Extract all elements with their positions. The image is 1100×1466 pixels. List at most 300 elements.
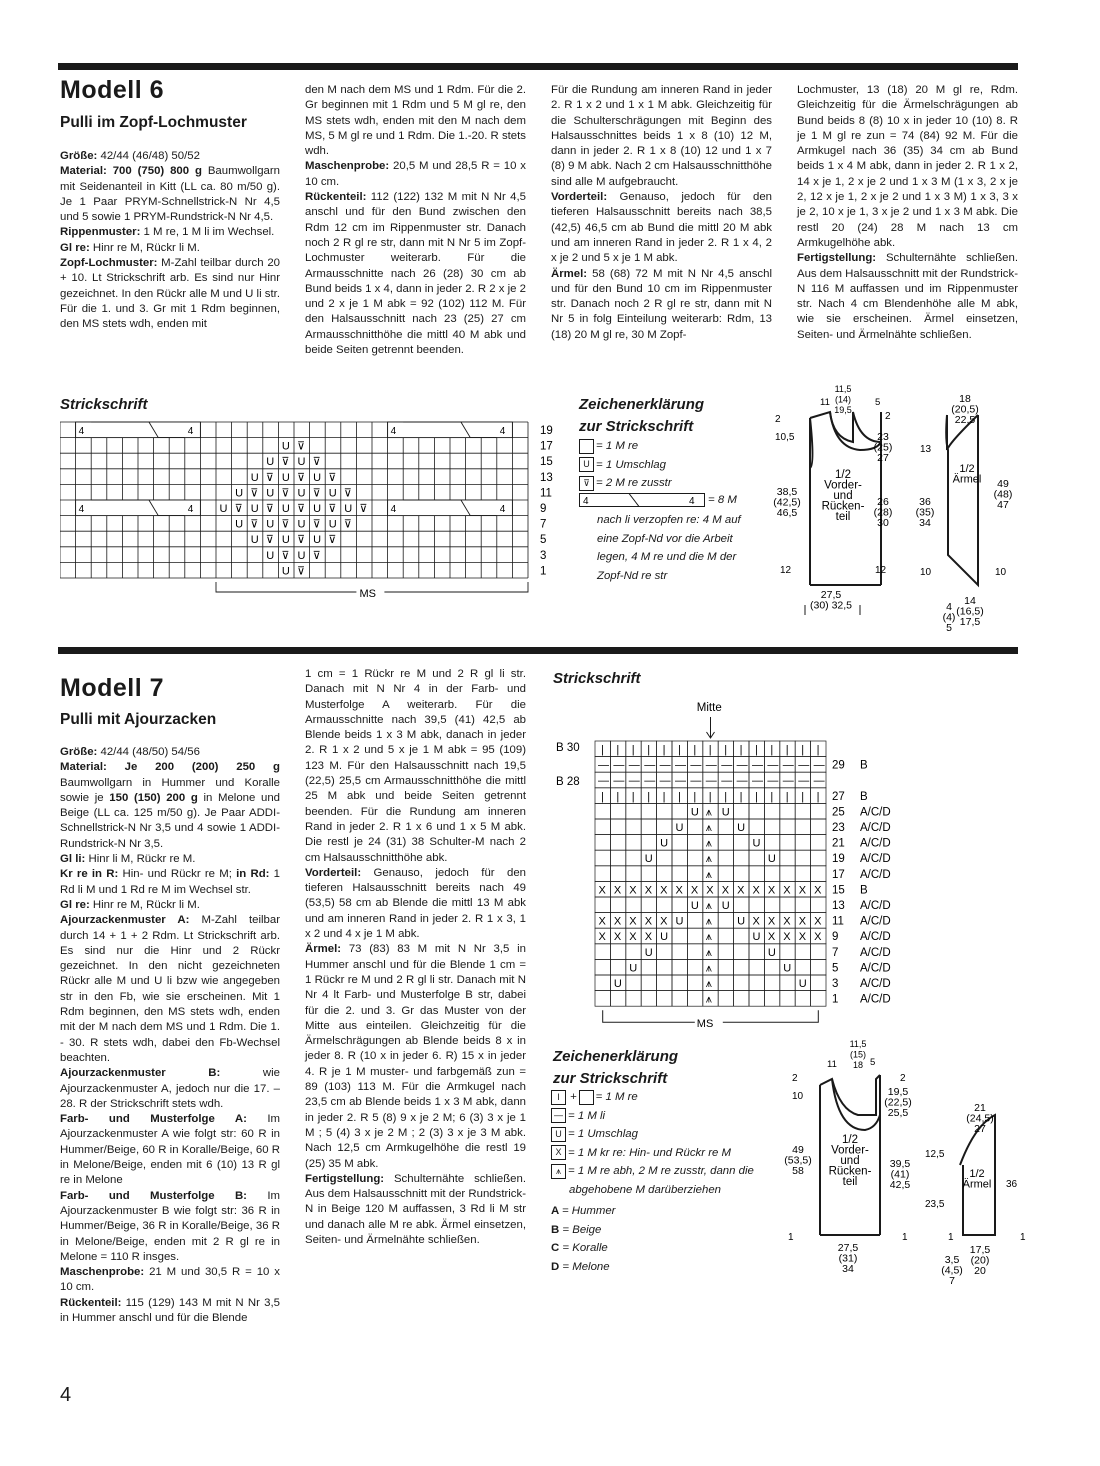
yarn-over-mark: U bbox=[313, 503, 322, 515]
sleeve-top-dim: 22,5 bbox=[954, 414, 976, 426]
m6-cable-legend bbox=[579, 493, 719, 508]
legend-symbol-icon bbox=[579, 1090, 594, 1105]
svg-text:|: | bbox=[755, 744, 758, 756]
twisted-stitch-mark: X bbox=[629, 884, 637, 897]
ms-label: MS bbox=[696, 1018, 714, 1031]
width-dim: (31) bbox=[838, 1252, 858, 1265]
yarn-over-mark: U bbox=[313, 471, 322, 484]
m7c1-para: 150 (150) 200 g in Melone und Beige (LL ca. 125 m/50 g). Je Paar ADDI-Schnellstrick-N Nr 3,5 und 4 sowie 1 ADDI-Rundstrick-N Nr 3,5. bbox=[60, 791, 280, 850]
row-number: 21 bbox=[832, 837, 845, 850]
m7-schematic bbox=[780, 1035, 1040, 1300]
legend-text: = 1 M kr re: Hin- und Rückr re M bbox=[568, 1146, 731, 1159]
yarn-over-mark: U bbox=[313, 534, 322, 547]
twisted-stitch-mark: X bbox=[767, 884, 776, 897]
svg-text:|: | bbox=[785, 744, 789, 756]
sleeve-inc-dim: 5 bbox=[946, 622, 952, 634]
k2tog-mark: ⊽ bbox=[281, 487, 290, 500]
twisted-stitch-mark: X bbox=[752, 884, 760, 897]
row-number: 11 bbox=[832, 915, 844, 928]
svg-text:—: — bbox=[813, 775, 825, 788]
legend-row bbox=[551, 1144, 754, 1163]
svg-text:—: — bbox=[767, 775, 779, 788]
yarn-over-mark: U bbox=[660, 837, 669, 850]
para-label: Gl re: bbox=[60, 241, 90, 254]
m7c1-para: in Rd: 1 Rd li M und 1 Rd re M im Wechsel str. bbox=[60, 868, 281, 896]
m6-chart-title: Strickschrift bbox=[60, 396, 148, 413]
k2tog-mark: ⊽ bbox=[343, 487, 352, 500]
height-dim: (53,5) bbox=[784, 1154, 812, 1167]
svg-text:4: 4 bbox=[689, 496, 695, 507]
m7c1-para: Maschenprobe: 21 M und 30,5 R = 10 x 10 cm. bbox=[60, 1266, 280, 1294]
svg-text:12,5: 12,5 bbox=[925, 1149, 945, 1160]
color-name: = Hummer bbox=[561, 1205, 616, 1217]
row-color: A/C/D bbox=[860, 993, 891, 1006]
cable-desc-line: nach li verzopfen re: 4 M auf bbox=[597, 514, 741, 526]
sleeve-top-dim: 18 bbox=[959, 393, 971, 405]
k2tog-mark: ⊽ bbox=[265, 534, 274, 547]
twisted-stitch-mark: X bbox=[598, 884, 606, 897]
svg-text:|: | bbox=[708, 744, 712, 756]
para-label: Ärmel: bbox=[305, 943, 342, 956]
twisted-stitch-mark: X bbox=[613, 915, 622, 928]
para-label: Ärmel: bbox=[551, 267, 588, 280]
k2tog-mark: ⊽ bbox=[312, 549, 321, 562]
svg-text:36: 36 bbox=[1006, 1179, 1018, 1190]
svg-text:11: 11 bbox=[827, 1059, 837, 1070]
k2tog-mark: ⊽ bbox=[359, 503, 368, 515]
legend-text: = 2 M re zusstr bbox=[596, 477, 672, 489]
k2tog-mark: ⊽ bbox=[297, 534, 306, 547]
svg-text:5: 5 bbox=[875, 397, 881, 408]
para-label: Rückenteil: bbox=[60, 1296, 122, 1309]
sleeve-bottom-dim: 20 bbox=[974, 1265, 986, 1277]
sleeve-side-dim: (35) bbox=[915, 506, 935, 519]
svg-text:2: 2 bbox=[792, 1073, 798, 1084]
svg-text:|: | bbox=[708, 790, 712, 803]
sleeve-inc-dim: (4) bbox=[942, 611, 956, 624]
svg-text:—: — bbox=[613, 775, 625, 788]
sleeve-side-dim: 34 bbox=[919, 517, 931, 529]
svg-text:2: 2 bbox=[900, 1073, 906, 1084]
twisted-stitch-mark: X bbox=[629, 931, 637, 944]
m6c1-para: Gl re: Hinr re M, Rückr li M. bbox=[60, 241, 200, 254]
row-number: 9 bbox=[832, 931, 839, 944]
yarn-over-mark: U bbox=[266, 487, 275, 500]
row-number: 19 bbox=[832, 853, 845, 866]
sleeve-inc-dim: 7 bbox=[949, 1275, 955, 1287]
twisted-stitch-mark: X bbox=[767, 931, 776, 944]
m7-chart-title: Strickschrift bbox=[553, 670, 641, 687]
m6c3-para: Ärmel: 58 (68) 72 M mit N Nr 4,5 anschl und für den Bund 10 cm im Rippenmuster str. Danach noch 2 R gl re str, dann mit N Nr 5 in folg Einteilung weiterarb: Rdm, 13 (18) 20 M gl re, 30 M Zopf- bbox=[551, 267, 772, 341]
sleeve-bottom-dim: 17,5 bbox=[959, 616, 981, 628]
para-label: Farb- und Musterfolge A: bbox=[60, 1113, 247, 1126]
yarn-over-mark: U bbox=[297, 456, 306, 469]
row-number: 17 bbox=[832, 868, 845, 881]
yarn-over-mark: U bbox=[644, 946, 653, 959]
twisted-stitch-mark: X bbox=[814, 915, 822, 928]
row-number: 1 bbox=[832, 993, 839, 1006]
twisted-stitch-mark: X bbox=[706, 884, 714, 897]
svg-text:—: — bbox=[690, 759, 702, 772]
k2tog-mark: ⊽ bbox=[234, 503, 243, 515]
color-key-row bbox=[551, 1258, 754, 1277]
svg-text:|: | bbox=[678, 744, 681, 756]
svg-text:|: | bbox=[770, 790, 774, 803]
svg-text:4: 4 bbox=[583, 496, 589, 507]
m6-knit-chart bbox=[60, 418, 560, 608]
sleeve-bottom-dim: (16,5) bbox=[956, 605, 984, 618]
m6c2-para: den M nach dem MS und 1 Rdm. Für die 2. Gr beginnen mit 1 Rdm und 5 M gl re, den MS stets wdh, enden mit den M nach dem MS, 5 M gl re und 1 Rdm. Die 1.-20. R stets wdh. bbox=[305, 84, 526, 158]
row-number: 9 bbox=[540, 503, 547, 515]
yarn-over-mark: U bbox=[219, 503, 228, 515]
row-number: 5 bbox=[540, 534, 547, 547]
arm-dim: (25) bbox=[873, 441, 893, 454]
legend-text: = 1 M re abh, 2 M re zusstr, dann die bbox=[568, 1165, 754, 1177]
row-color: A/C/D bbox=[860, 900, 891, 912]
svg-text:—: — bbox=[813, 759, 825, 772]
svg-text:|: | bbox=[693, 744, 697, 756]
row-number: 7 bbox=[832, 946, 839, 959]
sleeve-label: 1/2 bbox=[959, 463, 975, 475]
b30-label: B 30 bbox=[556, 742, 580, 754]
para-label: Material: Je 200 (200) 250 g bbox=[60, 761, 280, 774]
body-label: Rücken- bbox=[828, 1165, 872, 1178]
model7-title: Modell 7 bbox=[60, 674, 165, 702]
twisted-stitch-mark: X bbox=[644, 915, 653, 928]
legend-text: = 1 M re bbox=[596, 440, 639, 452]
m6-cable-eq: = 8 M bbox=[708, 494, 737, 506]
k2tog-mark: ⊽ bbox=[281, 456, 290, 469]
twisted-stitch-mark: X bbox=[629, 915, 637, 928]
k2tog-mark: ⊽ bbox=[265, 471, 274, 484]
svg-text:10,5: 10,5 bbox=[775, 432, 795, 443]
legend-row bbox=[551, 1125, 754, 1144]
sleeve-top-dim: (20,5) bbox=[951, 403, 979, 416]
svg-text:2: 2 bbox=[885, 411, 891, 422]
svg-text:|: | bbox=[816, 790, 820, 803]
body-label: Vorder- bbox=[831, 1144, 869, 1157]
svg-text:—: — bbox=[736, 775, 748, 788]
para-label: Gl li: bbox=[60, 853, 86, 866]
decrease-mark: ⩚ bbox=[705, 962, 713, 975]
m6-legend bbox=[579, 437, 672, 493]
k2tog-mark: ⊽ bbox=[312, 518, 321, 531]
body-label: und bbox=[840, 1155, 860, 1167]
svg-text:—: — bbox=[598, 775, 609, 788]
row-color: A/C/D bbox=[860, 978, 891, 990]
svg-text:—: — bbox=[705, 775, 717, 788]
svg-text:|: | bbox=[693, 790, 697, 803]
yarn-over-mark: U bbox=[328, 518, 337, 531]
svg-text:—: — bbox=[721, 759, 733, 772]
svg-text:—: — bbox=[752, 775, 763, 788]
twisted-stitch-mark: X bbox=[644, 931, 653, 944]
svg-text:12: 12 bbox=[780, 565, 792, 576]
row-number: 5 bbox=[832, 962, 839, 975]
row-number: 27 bbox=[832, 790, 845, 803]
para-label: Fertigstellung: bbox=[797, 252, 877, 265]
svg-text:—: — bbox=[598, 759, 609, 772]
svg-text:|: | bbox=[647, 790, 651, 803]
yarn-over-mark: U bbox=[767, 946, 776, 959]
cable-count: 4 bbox=[78, 426, 85, 437]
cable-desc-line: eine Zopf-Nd vor die Arbeit bbox=[597, 532, 733, 545]
yarn-over-mark: U bbox=[660, 931, 669, 944]
m6-legend-title-2: zur Strickschrift bbox=[579, 418, 694, 435]
row-number: 17 bbox=[540, 440, 553, 453]
color-key-row bbox=[551, 1221, 754, 1240]
yarn-over-mark: U bbox=[328, 487, 337, 500]
yarn-over-mark: U bbox=[297, 518, 306, 531]
height-dim: 49 bbox=[792, 1144, 804, 1156]
row-color: B bbox=[860, 790, 868, 803]
m6c1-para: Größe: 42/44 (46/48) 50/52 bbox=[60, 150, 200, 162]
yarn-over-mark: U bbox=[266, 549, 275, 562]
legend-row bbox=[579, 437, 672, 456]
k2tog-mark: ⊽ bbox=[312, 487, 321, 500]
color-key-row bbox=[551, 1202, 754, 1221]
para-label: Ajourzackenmuster A: bbox=[60, 914, 190, 927]
m6c2-para: Rückenteil: 112 (122) 132 M mit N Nr 4,5 anschl und für den Bund zwischen den Rdm 12 cm im Rippenmuster str. Danach noch 2 R gl re str, dann mit N Nr 5 im Zopf-Lochmuster weiterarb. Für die Armausschnitte nach 26 (28) 30 cm ab Bund beids 1 x 4, dann in jeder 2. R 2 x je 2 und 2 x je 1 M abk = 92 (102) 112 M. Für den Halsausschnitt nach 23 (25) 27 cm Armausschnitthöhe die mittl 40 M abk und beide Seiten getrennt beenden. bbox=[305, 191, 526, 357]
m7c2-para: 1 cm = 1 Rückr re M und 2 R gl li str. Danach mit N Nr 4 in der Farb- und Musterfolge A weiterarb. Für die Armausschnitte nach 39,5 (41) 42,5 ab Blende beids 1 x 3 M abk, danach in jeder 2. R 1 x 2 und 5 x je 1 M abk = 95 (109) 123 M. Für den Halsausschnitt nach 19,5 (22,5) 25,5 cm Armausschnitthöhe die mittl 25 M abk und beide Seiten getrennt beenden. Für die Rundung am inneren Rand in jeder 2. R 1 x 6 und 1 x 5 M abk. Die restl je 24 (31) 38 Schulter-M nach 2 cm Halsausschnitthöhe abk. bbox=[305, 668, 526, 864]
svg-text:|: | bbox=[755, 790, 758, 803]
svg-text:10: 10 bbox=[995, 567, 1007, 578]
legend-symbol-icon bbox=[579, 439, 594, 454]
legend-row bbox=[579, 456, 672, 475]
svg-text:|: | bbox=[601, 744, 604, 756]
cable-symbol-icon bbox=[579, 493, 719, 508]
side-dim: 30 bbox=[877, 517, 889, 529]
para-label: Gl re: bbox=[60, 898, 90, 911]
cable-count: 4 bbox=[390, 426, 397, 437]
yarn-over-mark: U bbox=[675, 822, 684, 834]
arm-dim: 23 bbox=[877, 431, 889, 443]
sleeve-length-dim: 49 bbox=[997, 478, 1009, 490]
row-number: 1 bbox=[540, 565, 547, 578]
svg-text:—: — bbox=[798, 775, 810, 788]
m6c4-para: Lochmuster, 13 (18) 20 M gl re, Rdm. Gleichzeitig für die Ärmelschrägungen ab Bund beids 8 (8) 10 x in jeder 10 (10) 8. R je 1 M gl re zun = 74 (84) 92 M. Für die Armkugel nach 36 (35) 34 cm ab Bund beids 1 x 4 M abk, dann in jeder 2. R 1 x 2, 14 x je 1, 2 x je 2 und 1 x 3 M (1 x 3, 2 x je 2, 12 x je 1, 2 x je 2 und 1 x 3 M) 1 x 3, 3 x je 2, 10 x je 1, 3 x je 2 und 1 x 3 M abk. Die restl 20 (24) 28 M nach 13 cm Armkugelhöhe abk. bbox=[797, 84, 1018, 249]
para-label: Kr re in R: bbox=[60, 868, 119, 881]
body-label: Rücken- bbox=[821, 500, 865, 513]
arrow-down-icon bbox=[707, 717, 715, 738]
svg-text:—: — bbox=[659, 775, 671, 788]
sleeve-bottom-dim: (20) bbox=[970, 1254, 990, 1267]
top-dim: 19,5 bbox=[834, 405, 852, 415]
legend-row bbox=[551, 1162, 754, 1181]
yarn-over-mark: U bbox=[798, 978, 807, 990]
yarn-over-mark: U bbox=[281, 440, 290, 453]
twisted-stitch-mark: X bbox=[767, 915, 776, 928]
color-name: = Koralle bbox=[562, 1242, 608, 1254]
svg-text:—: — bbox=[644, 775, 656, 788]
svg-text:—: — bbox=[675, 775, 686, 788]
decrease-mark: ⩚ bbox=[705, 978, 713, 990]
page-number: 4 bbox=[60, 1384, 72, 1406]
m7c1-para: Farb- und Musterfolge A: Im Ajourzackenmuster A wie folgt str: 60 R in Hummer/Beige, 60 R in Koralle/Beige, 60 R in Melone/Beige, enden mit 6 (10) 13 R gl re in Melone bbox=[60, 1113, 280, 1187]
sleeve-top-dim: (24,5) bbox=[966, 1112, 994, 1125]
svg-text:—: — bbox=[628, 759, 640, 772]
svg-text:10: 10 bbox=[920, 567, 932, 578]
svg-text:10: 10 bbox=[792, 1091, 804, 1102]
svg-text:1: 1 bbox=[788, 1232, 794, 1243]
color-name: = Melone bbox=[562, 1260, 610, 1273]
yarn-over-mark: U bbox=[737, 822, 746, 834]
m7-legend-title-1: Zeichenerklärung bbox=[553, 1048, 679, 1065]
m7c2-para: Vorderteil: Genauso, jedoch für den tieferen Halsausschnitt bereits nach 49 (53,5) 58 cm ab Blende die mittl 13 M abk und am inneren Rand in jeder 2. R 1 x 3, 1 x 2 und 4 x je 1 M abk. bbox=[305, 866, 526, 941]
arm-dim: 25,5 bbox=[887, 1107, 909, 1119]
twisted-stitch-mark: X bbox=[783, 884, 791, 897]
legend-symbol-icon: ⩚ bbox=[551, 1164, 566, 1179]
cable-count: 4 bbox=[499, 504, 506, 515]
k2tog-mark: ⊽ bbox=[312, 456, 321, 469]
height-dim: 58 bbox=[792, 1165, 804, 1177]
yarn-over-mark: U bbox=[281, 534, 290, 547]
twisted-stitch-mark: X bbox=[613, 931, 622, 944]
yarn-over-mark: U bbox=[266, 518, 275, 531]
row-number: 25 bbox=[832, 806, 845, 819]
svg-text:|: | bbox=[616, 744, 620, 756]
mid-rule bbox=[58, 647, 1018, 654]
svg-text:|: | bbox=[616, 790, 620, 803]
yarn-over-mark: U bbox=[235, 487, 244, 500]
twisted-stitch-mark: X bbox=[721, 884, 730, 897]
m7c1-para: Größe: 42/44 (48/50) 54/56 bbox=[60, 746, 200, 758]
m7c1-para: Rückenteil: 115 (129) 143 M mit N Nr 3,5 in Hummer anschl und für die Blende bbox=[60, 1296, 280, 1324]
legend-symbol-icon: I bbox=[551, 1090, 566, 1105]
color-key: B bbox=[551, 1223, 563, 1236]
color-key: D bbox=[551, 1260, 563, 1273]
row-number: 11 bbox=[540, 487, 552, 500]
b28-label: B 28 bbox=[556, 776, 580, 788]
sleeve-length-dim: (48) bbox=[993, 488, 1013, 501]
k2tog-mark: ⊽ bbox=[281, 518, 290, 531]
top-dim: 11,5 bbox=[849, 1039, 867, 1049]
row-color: B bbox=[860, 884, 868, 897]
arm-dim: 27 bbox=[877, 452, 889, 464]
m6c4-para: Fertigstellung: Schulternähte schließen. Aus dem Halsausschnitt mit der Rundstrick- N 116 M auffassen und im Rippenmuster str. Nach 4 cm Blendenhöhe alle M abk, wie sie erscheinen. Ärmel einsetzen, Seiten- und Ärmelnähte schließen. bbox=[797, 252, 1018, 341]
sleeve-length-dim: 47 bbox=[997, 499, 1009, 511]
para-label: Vorderteil: bbox=[305, 866, 362, 879]
mitte-label: Mitte bbox=[696, 702, 722, 714]
yarn-over-mark: U bbox=[767, 853, 776, 866]
k2tog-mark: ⊽ bbox=[297, 440, 306, 453]
color-key: A bbox=[551, 1205, 562, 1217]
sleeve-bottom-dim: 14 bbox=[964, 595, 976, 607]
width-dim: (30) 32,5 bbox=[809, 599, 853, 612]
legend-row bbox=[551, 1107, 754, 1126]
top-dim: (15) bbox=[849, 1049, 867, 1060]
cable-count: 4 bbox=[187, 426, 194, 437]
yarn-over-mark: U bbox=[250, 471, 259, 484]
m6c2-para: Maschenprobe: 20,5 M und 28,5 R = 10 x 10 cm. bbox=[305, 160, 526, 188]
sleeve-bottom-dim: 17,5 bbox=[969, 1244, 991, 1256]
yarn-over-mark: U bbox=[737, 915, 746, 928]
m6c1-para: Rippenmuster: 1 M re, 1 M li im Wechsel. bbox=[60, 226, 275, 239]
row-color: A/C/D bbox=[860, 962, 891, 975]
width-dim: 27,5 bbox=[837, 1242, 859, 1254]
k2tog-mark: ⊽ bbox=[297, 503, 306, 515]
row-color: B bbox=[860, 759, 868, 772]
cable-count: 4 bbox=[78, 504, 85, 515]
cable-desc-line: legen, 4 M re und die M der bbox=[597, 551, 737, 563]
cable-count: 4 bbox=[499, 426, 506, 437]
svg-text:|: | bbox=[801, 744, 805, 756]
row-number: 15 bbox=[832, 884, 845, 897]
m6-col3 bbox=[551, 83, 772, 343]
svg-text:|: | bbox=[785, 790, 789, 803]
svg-text:|: | bbox=[601, 790, 604, 803]
legend-text: = 1 Umschlag bbox=[596, 458, 666, 471]
width-dim: 34 bbox=[842, 1263, 854, 1275]
k2tog-mark: ⊽ bbox=[250, 487, 259, 500]
model6-title: Modell 6 bbox=[60, 76, 165, 104]
legend-row bbox=[551, 1088, 754, 1107]
yarn-over-mark: U bbox=[250, 503, 259, 515]
model7-subtitle: Pulli mit Ajourzacken bbox=[60, 711, 217, 728]
yarn-over-mark: U bbox=[752, 837, 761, 850]
decrease-mark: ⩚ bbox=[705, 946, 713, 959]
row-color: A/C/D bbox=[860, 837, 891, 850]
m7-col2 bbox=[305, 667, 526, 1248]
cable-desc-line: Zopf-Nd re str bbox=[597, 569, 668, 582]
yarn-over-mark: U bbox=[297, 487, 306, 500]
m6-cable-desc bbox=[597, 511, 741, 585]
svg-text:—: — bbox=[736, 759, 748, 772]
sleeve-inc-dim: 4 bbox=[946, 601, 952, 613]
side-dim: (41) bbox=[890, 1168, 910, 1181]
svg-text:—: — bbox=[659, 759, 671, 772]
para-label: Größe: bbox=[60, 150, 98, 162]
svg-text:1: 1 bbox=[948, 1232, 954, 1243]
svg-text:—: — bbox=[767, 759, 779, 772]
twisted-stitch-mark: X bbox=[675, 884, 683, 897]
m7c2-para: Ärmel: 73 (83) 83 M mit N Nr 3,5 in Hummer anschl und für die Blende 1 cm = 1 Rückr re M und 2 R gl li str. Danach mit N Nr 4 lt Farb- und Musterfolge B str, dabei für die 2. und 3. Gr das Muster von der Mitte aus einteilen. Gleichzeitig für die Ärmelschrägungen ab Blende beids 8 x in jeder 8. R (10 x in jeder 6. R) 15 x in jeder 4. R je 1 M muster- und farbgemäß zun = 89 (103) 113 M. Für die Armkugel nach 23,5 cm ab Blende beids 1 x 3 M abk, dann in jeder 2. R 5 (8) 9 x je 2 M; 6 (3) 3 x je 1 M ; 5 (4) 3 x je 2 M ; 2 (3) 3 x je 3 M abk. Nach 12,5 cm Armkugelhöhe die restl 19 (25) 35 M abk. bbox=[305, 943, 526, 1170]
yarn-over-mark: U bbox=[752, 931, 761, 944]
legend-row bbox=[579, 474, 672, 493]
svg-text:1: 1 bbox=[1020, 1232, 1026, 1243]
height-dim: 46,5 bbox=[776, 507, 798, 519]
yarn-over-mark: U bbox=[281, 503, 290, 515]
para-label: Ajourzackenmuster B: bbox=[60, 1067, 221, 1080]
side-dim: 26 bbox=[877, 496, 889, 508]
m7c1-para: Gl li: Hinr li M, Rückr re M. bbox=[60, 853, 196, 866]
row-color: A/C/D bbox=[860, 946, 891, 959]
svg-text:5: 5 bbox=[870, 1057, 876, 1068]
m7c1-para: Material: Je 200 (200) 250 g Baumwollgarn in Hummer und Koralle sowie je bbox=[60, 761, 280, 804]
sleeve-label: 1/2 bbox=[969, 1168, 985, 1180]
m7c1-para: Ajourzackenmuster A: M-Zahl teilbar durch 14 + 1 + 2 Rdm. Lt Strickschrift arb. Es sind nur die Hinr und 2 Rückr gezeichnet. In den nicht gezeichneten Rückr alle M und U li bzw wie angegeben str in den Fb, wie sie erscheinen. Mit 1 Rdm beginnen, den MS stets wdh, enden mit der M nach dem MS und 1 Rdm. Die 1. - 30. R stets wdh, dabei den Fb-Wechsel beachten. bbox=[60, 914, 280, 1064]
yarn-over-mark: U bbox=[690, 806, 699, 819]
decrease-mark: ⩚ bbox=[705, 806, 713, 819]
m6-legend-title-1: Zeichenerklärung bbox=[579, 396, 705, 413]
svg-text:—: — bbox=[782, 759, 794, 772]
k2tog-mark: ⊽ bbox=[250, 518, 259, 531]
row-number: 7 bbox=[540, 518, 547, 531]
k2tog-mark: ⊽ bbox=[328, 471, 337, 484]
m6-schematic bbox=[765, 380, 1025, 642]
m7-col1 bbox=[60, 745, 280, 1326]
top-dim: 11,5 bbox=[834, 384, 852, 394]
m7-legend bbox=[551, 1088, 754, 1276]
yarn-over-mark: U bbox=[344, 503, 353, 515]
svg-text:—: — bbox=[752, 759, 763, 772]
twisted-stitch-mark: X bbox=[783, 931, 791, 944]
m7c1-para: Gl re: Hinr re M, Rückr li M. bbox=[60, 898, 200, 911]
k2tog-mark: ⊽ bbox=[265, 503, 274, 515]
twisted-stitch-mark: X bbox=[814, 884, 822, 897]
row-color: A/C/D bbox=[860, 931, 891, 944]
k2tog-mark: ⊽ bbox=[328, 534, 337, 547]
